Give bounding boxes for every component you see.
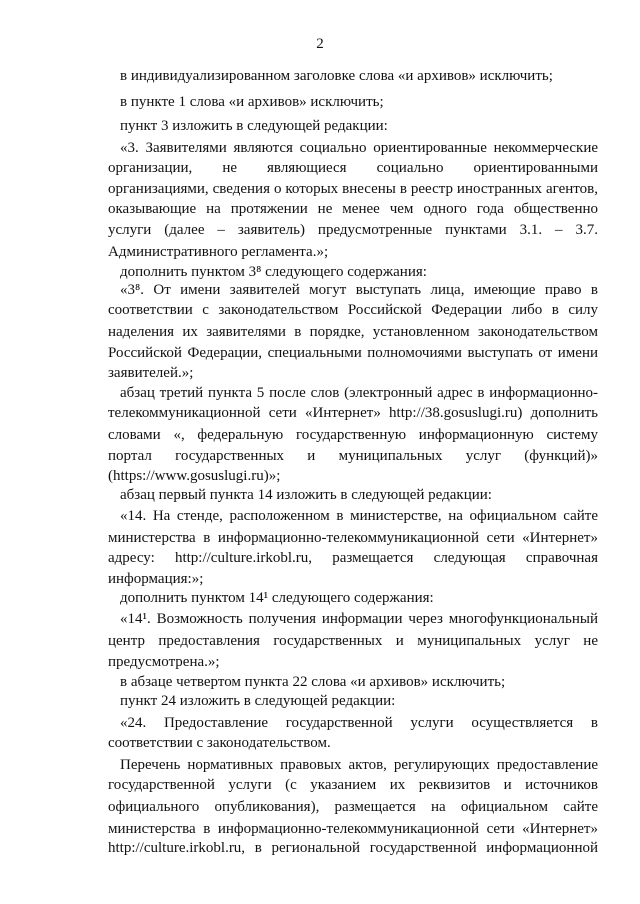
text-line: министерства в информационно-телекоммуникационной сети «Интернет» <box>108 530 598 546</box>
text-line: абзац первый пункта 14 изложить в следующей редакции: <box>120 487 492 503</box>
text-line: Перечень нормативных правовых актов, регулирующих предоставление <box>120 757 598 773</box>
text-line: «3. Заявителями являются социально ориентированные некоммерческие <box>120 140 598 156</box>
text-line: информация:»; <box>108 571 204 587</box>
text-line: соответствии с законодательством. <box>108 735 331 751</box>
text-line: официального опубликования), размещается на официальном сайте <box>108 799 598 815</box>
page-number: 2 <box>316 36 324 52</box>
text-line: в пункте 1 слова «и архивов» исключить; <box>120 94 384 110</box>
text-line: наделения их заявителями в порядке, установленном законодательством <box>108 324 598 340</box>
text-line: «3⁸. От имени заявителей могут выступать лица, имеющие право в <box>120 282 598 298</box>
text-line: http://culture.irkobl.ru, в региональной государственной информационной <box>108 840 598 856</box>
text-line: министерства в информационно-телекоммуникационной сети «Интернет» <box>108 821 598 837</box>
text-line: организации, не являющиеся социально ориентированными <box>108 160 598 176</box>
text-line: соответствии с законодательством Российской Федерации либо в силу <box>108 302 598 318</box>
text-line: портал государственных и муниципальных услуг (функций)» <box>108 448 598 464</box>
text-line: дополнить пунктом 3⁸ следующего содержания: <box>120 264 427 280</box>
text-line: пункт 24 изложить в следующей редакции: <box>120 693 396 709</box>
text-line: дополнить пунктом 14¹ следующего содержания: <box>120 590 434 606</box>
text-line: организациями, сведения о которых внесены в реестр иностранных агентов, <box>108 181 598 197</box>
text-line: оказывающие на протяжении не менее чем одного года общественно <box>108 201 598 217</box>
text-line: словами «, федеральную государственную информационную систему <box>108 427 598 443</box>
text-line: «14¹. Возможность получения информации через многофункциональный <box>120 611 598 627</box>
text-line: услуги (далее – заявитель) предусмотренные пунктами 3.1. – 3.7. <box>108 222 598 238</box>
text-line: (https://www.gosuslugi.ru)»; <box>108 468 281 484</box>
text-line: телекоммуникационной сети «Интернет» http://38.gosuslugi.ru) дополнить <box>108 405 598 421</box>
text-line: центр предоставления государственных и муниципальных услуг не <box>108 633 598 649</box>
text-line: «14. На стенде, расположенном в министерстве, на официальном сайте <box>120 508 598 524</box>
text-line: в абзаце четвертом пункта 22 слова «и архивов» исключить; <box>120 674 506 690</box>
text-line: абзац третий пункта 5 после слов (электронный адрес в информационно- <box>120 385 598 401</box>
text-line: государственной услуги (с указанием их реквизитов и источников <box>108 777 598 793</box>
text-line: Российской Федерации, специальными полномочиями выступать от имени <box>108 345 598 361</box>
text-line: пункт 3 изложить в следующей редакции: <box>120 118 388 134</box>
text-line: адресу: http://culture.irkobl.ru, размещается следующая справочная <box>108 550 598 566</box>
text-line: заявителей.»; <box>108 365 194 381</box>
text-line: предусмотрена.»; <box>108 654 220 670</box>
text-line: Административного регламента.»; <box>108 244 329 260</box>
text-line: «24. Предоставление государственной услуги осуществляется в <box>120 715 598 731</box>
text-line: в индивидуализированном заголовке слова «и архивов» исключить; <box>120 68 553 84</box>
